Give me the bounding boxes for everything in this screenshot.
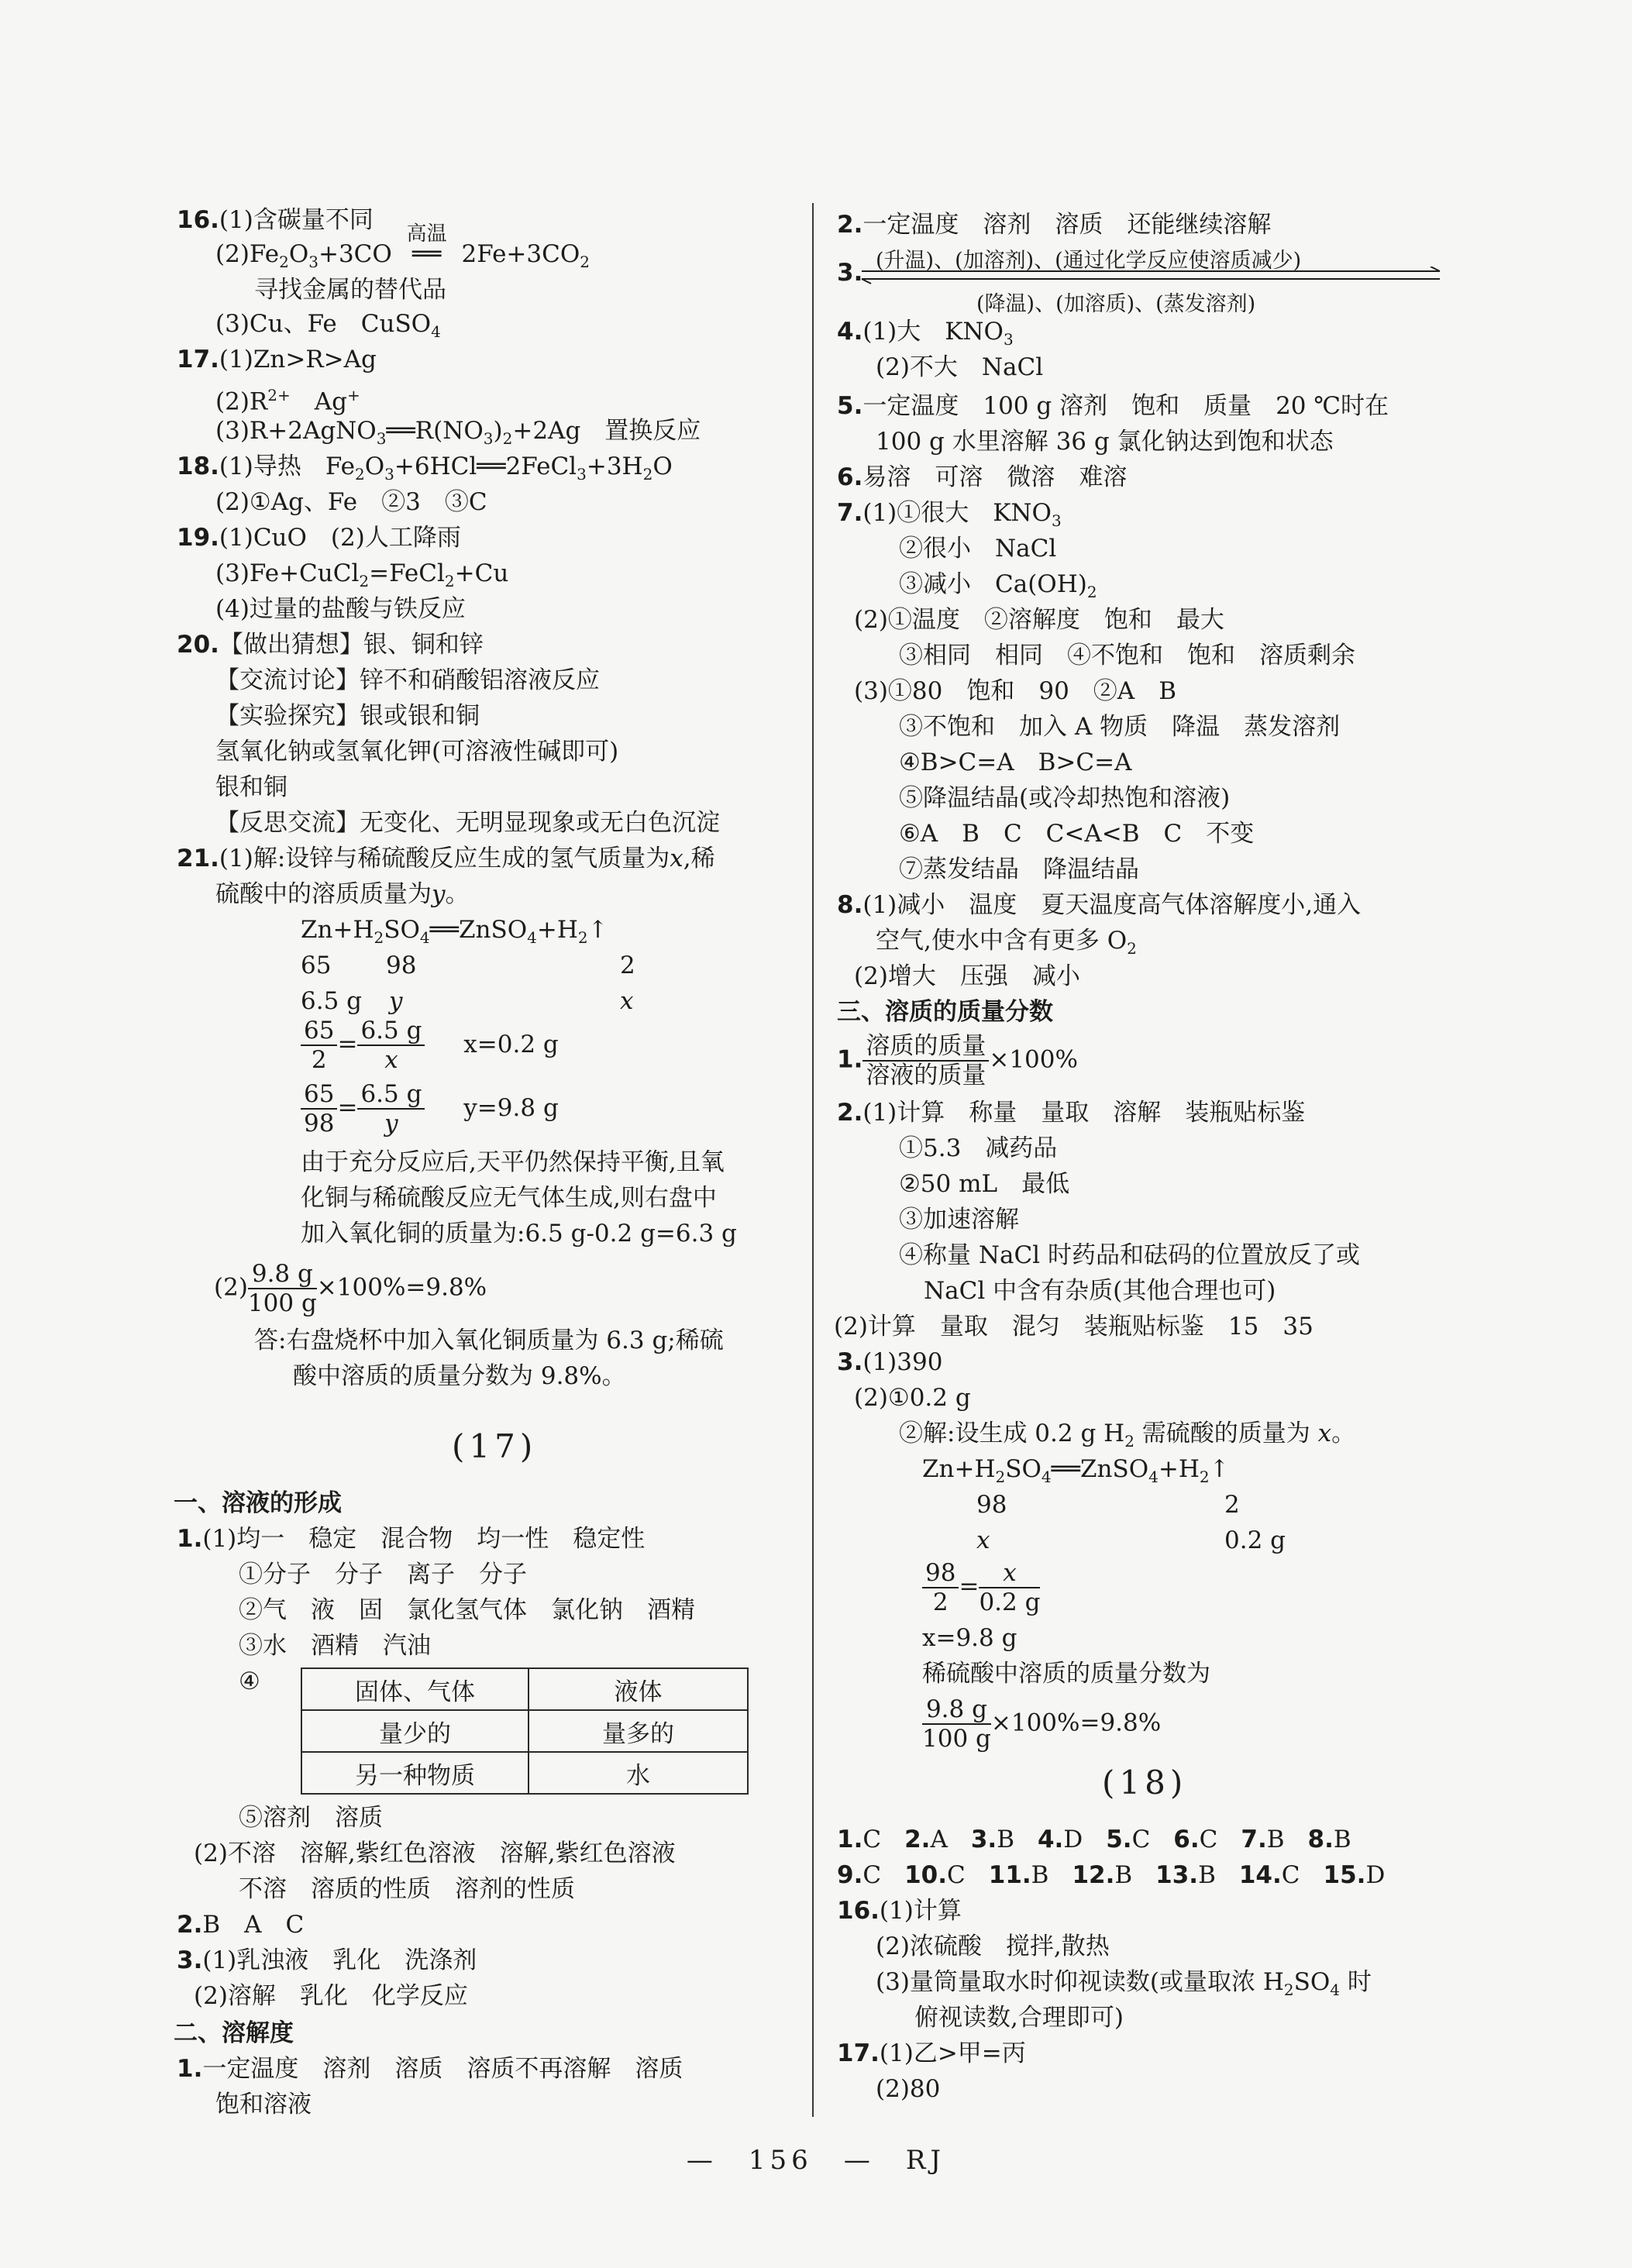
answer-21-text-1: 由于充分反应后,天平仍然保持平衡,且氧: [301, 1148, 725, 1176]
eq-coef-c: 2: [620, 952, 635, 979]
answer-21-conclusion-1: 答:右盘烧杯中加入氧化铜质量为 6.3 g;稀硫: [254, 1327, 724, 1354]
answer-19-4: (4)过量的盐酸与铁反应: [215, 595, 466, 623]
choice-letter: B: [1198, 1861, 1216, 1889]
answer-r2: 2.一定温度 溶剂 溶质 还能继续溶解: [837, 211, 1272, 239]
answer-20-b: 【交流讨论】锌不和硝酸铝溶液反应: [215, 666, 600, 694]
answer-s3-q1: 1. $\frac{\text{溶质的质量}}{\text{溶液的质量}}$ ×100%: [837, 1032, 1078, 1089]
sec17-q1-b: ②气 液 固 氯化氢气体 氯化钠 酒精: [239, 1596, 695, 1624]
sec18-q16-3b: 俯视读数,合理即可): [914, 2004, 1124, 2032]
choice-answer: [1106, 1826, 1150, 1853]
choice-letter: B: [1333, 1826, 1351, 1853]
answer-16: 16.(1)含碳量不同: [177, 206, 374, 234]
answer-21-2: (2) $\frac{9.8 g}{100 g}$ ×100%=9.8%: [214, 1260, 487, 1317]
answer-s3-q2-a: ①5.3 减药品: [899, 1134, 1058, 1162]
sec17-q1-2: (2)不溶 溶解,紫红色溶液 溶解,紫红色溶液: [194, 1840, 676, 1867]
sec17-q2: 2.B A C: [177, 1911, 305, 1939]
table-row: [301, 1668, 748, 1710]
choice-number: 1.: [837, 1826, 863, 1853]
answer-r7-3f: ⑦蒸发结晶 降温结晶: [899, 855, 1139, 883]
choice-number: 6.: [1173, 1826, 1200, 1853]
table-cell: 量少的: [301, 1710, 529, 1752]
answer-r7-b: ②很小 NaCl: [899, 535, 1057, 563]
answer-r7-2: (2)①温度 ②溶解度 饱和 最大: [854, 606, 1224, 634]
answer-r7-3b: ③不饱和 加入 A 物质 降温 蒸发溶剂: [899, 713, 1341, 741]
eq-mass-a: 6.5 g: [301, 987, 362, 1015]
table-row: [301, 1752, 748, 1794]
section-title-17: (17): [452, 1427, 538, 1465]
choice-number: 5.: [1106, 1826, 1132, 1853]
equilibrium-arrows: [860, 243, 1443, 316]
answer-r7-2b: ③相同 相同 ④不饱和 饱和 溶质剩余: [899, 642, 1355, 669]
choice-answers-row-2: [837, 1860, 1408, 1891]
section-title-18: (18): [1102, 1764, 1188, 1802]
equation-zn-2: $Zn+H_2SO_4══ZnSO_4+H_2↑$: [922, 1455, 1230, 1487]
choice-number: 2.: [904, 1826, 931, 1853]
sec17-s2-q1: 1.一定温度 溶剂 溶质 溶质不再溶解 溶质: [177, 2055, 683, 2083]
choice-answers-row-1: [837, 1824, 1375, 1855]
answer-s3-q2-2: (2)计算 量取 混匀 装瓶贴标鉴 15 35: [834, 1313, 1314, 1340]
eq2-mass-b: 0.2 g: [1224, 1526, 1286, 1554]
sec17-q1-a: ①分子 分子 离子 分子: [239, 1561, 527, 1588]
answer-s3-text: 稀硫酸中溶质的质量分数为: [922, 1660, 1210, 1688]
choice-answer: [1308, 1826, 1351, 1853]
answer-r7-3e: ⑥A B C C<A<B C 不变: [899, 820, 1255, 848]
choice-letter: B: [1266, 1826, 1285, 1853]
choice-answer: [971, 1826, 1014, 1853]
choice-letter: C: [1199, 1826, 1218, 1853]
choice-number: 13.: [1155, 1861, 1199, 1889]
choice-letter: B: [997, 1826, 1014, 1853]
eq2-coef-a: 98: [976, 1491, 1007, 1519]
fraction-4: $\frac{9.8 g}{100 g}$ ×100%=9.8%: [922, 1695, 1162, 1753]
sec17-q1-e: ⑤溶剂 溶质: [239, 1804, 383, 1832]
solute-solvent-table: [301, 1667, 749, 1795]
sec17-s2-q1b: 饱和溶液: [215, 2091, 312, 2118]
answer-s3-q2-c: ③加速溶解: [899, 1206, 1019, 1234]
choice-answer: [989, 1861, 1049, 1889]
arrow-top-label: (升温)、(加溶剂)、(通过化学反应使溶质减少): [876, 249, 1302, 273]
answer-19: 19.(1)CuO (2)人工降雨: [177, 524, 461, 552]
choice-number: 9.: [837, 1861, 863, 1889]
answer-s3-q3: 3.(1)390: [837, 1348, 943, 1376]
choice-answer: [837, 1826, 881, 1853]
choice-letter: C: [862, 1861, 882, 1889]
sec18-q16: 16.(1)计算: [837, 1897, 962, 1925]
choice-number: 11.: [988, 1861, 1031, 1889]
choice-number: 14.: [1238, 1861, 1282, 1889]
answer-16-3: (3)Cu、Fe CuSO$_4$: [215, 310, 441, 342]
heading-mass-fraction: 三、溶质的质量分数: [837, 998, 1053, 1026]
equation-zn: $Zn+H_2SO_4══ZnSO_4+H_2↑$: [301, 916, 608, 948]
answer-r7-3c: ④B>C=A B>C=A: [899, 749, 1132, 776]
heading-solubility: 二、溶解度: [174, 2019, 294, 2047]
column-divider: [812, 203, 814, 2117]
answer-r3: 3.: [837, 259, 863, 287]
choice-answer: [1038, 1826, 1083, 1853]
choice-letter: B: [1114, 1861, 1133, 1889]
answer-16-2: $(2)Fe_2O_3+3CO$ 高温 ══ $2Fe+3CO_2$: [215, 222, 590, 272]
choice-number: 8.: [1307, 1826, 1334, 1853]
choice-answer: [904, 1861, 966, 1889]
choice-answer: [1072, 1861, 1132, 1889]
choice-answer: [1241, 1826, 1284, 1853]
answer-s3-q2-d: ④称量 NaCl 时药品和砝码的位置放反了或: [899, 1241, 1360, 1269]
choice-letter: A: [930, 1826, 948, 1853]
choice-letter: C: [947, 1861, 966, 1889]
choice-answer: [1155, 1861, 1216, 1889]
sec17-q1-2b: 不溶 溶质的性质 溶剂的性质: [239, 1875, 575, 1903]
answer-s3-result: x=9.8 g: [922, 1624, 1017, 1652]
answer-20-f: 【反思交流】无变化、无明显现象或无白色沉淀: [215, 809, 720, 837]
eq2-mass-a: x: [976, 1526, 990, 1554]
eq2-coef-b: 2: [1224, 1491, 1240, 1519]
eq-mass-c: x: [620, 987, 634, 1015]
fraction-1: $\frac{65}{2}$ = $\frac{6.5 g}{x}$ x=0.2 g: [301, 1017, 559, 1074]
sec17-q1-c: ③水 酒精 汽油: [239, 1632, 431, 1660]
answer-r8: 8.(1)减小 温度 夏天温度高气体溶解度小,通入: [837, 891, 1362, 919]
sec17-q3: 3.(1)乳浊液 乳化 洗涤剂: [177, 1946, 477, 1974]
answer-21-b: 硫酸中的溶质质量为y。: [215, 880, 470, 908]
choice-letter: C: [862, 1826, 882, 1853]
answer-r5-b: 100 g 水里溶解 36 g 氯化钠达到饱和状态: [876, 428, 1334, 456]
choice-letter: C: [1281, 1861, 1300, 1889]
answer-r7-3d: ⑤降温结晶(或冷却热饱和溶液): [899, 784, 1231, 812]
choice-answer: [1324, 1861, 1386, 1889]
answer-s3-q3-2: (2)①0.2 g: [854, 1384, 971, 1412]
answer-21: 21.(1)解:设锌与稀硫酸反应生成的氢气质量为x,稀: [177, 845, 715, 872]
answer-17-3: $(3)R+2AgNO_3══R(NO_3)_2+2Ag$ 置换反应: [215, 417, 701, 449]
answer-r6: 6.易溶 可溶 微溶 难溶: [837, 463, 1128, 491]
answer-20-c: 【实验探究】银或银和铜: [215, 702, 480, 730]
sec17-q1-d: ④: [239, 1667, 260, 1695]
table-cell: 量多的: [529, 1710, 748, 1752]
choice-answer: [1173, 1826, 1217, 1853]
fraction-3: $\frac{98}{2}$ = $\frac{x}{0.2 g}$: [922, 1559, 1040, 1616]
answer-19-3: (3)Fe+CuCl$_2$=FeCl$_2$+Cu: [215, 559, 509, 591]
choice-number: 10.: [904, 1861, 948, 1889]
edition-code: RJ: [905, 2145, 946, 2176]
answer-r8-b: 空气,使水中含有更多 $O_2$: [876, 927, 1137, 958]
page-footer: — 156 — RJ: [686, 2145, 946, 2176]
choice-number: 12.: [1072, 1861, 1115, 1889]
answer-21-text-2: 化铜与稀硫酸反应无气体生成,则右盘中: [301, 1184, 717, 1212]
choice-letter: D: [1365, 1861, 1386, 1889]
choice-answer: [837, 1861, 881, 1889]
choice-number: 4.: [1037, 1826, 1064, 1853]
sec18-q17: 17.(1)乙>甲=丙: [837, 2039, 1026, 2067]
eq-mass-b: y: [389, 987, 403, 1015]
table-cell: 液体: [529, 1668, 748, 1710]
choice-answer: [904, 1826, 948, 1853]
answer-16-2b: 寻找金属的替代品: [254, 276, 446, 304]
table-cell: 固体、气体: [301, 1668, 529, 1710]
answer-17: 17.(1)Zn>R>Ag: [177, 346, 377, 373]
sec17-q3-2: (2)溶解 乳化 化学反应: [194, 1982, 468, 2010]
answer-18-2: (2)①Ag、Fe ②3 ③C: [215, 488, 487, 516]
answer-r7-c: ③减小 $Ca(OH)_2$: [899, 570, 1097, 602]
answer-s3-q2-b: ②50 mL 最低: [899, 1170, 1070, 1198]
heading-solution-formation: 一、溶液的形成: [174, 1489, 342, 1517]
answer-s3-q3-2b: ②解:设生成 0.2 g $H_2$ 需硫酸的质量为 x。: [899, 1420, 1356, 1451]
sec17-q1: 1.(1)均一 稳定 混合物 均一性 稳定性: [177, 1525, 646, 1553]
arrow-bottom-label: (降温)、(加溶质)、(蒸发溶剂): [976, 292, 1256, 316]
answer-r4-2: (2)不大 NaCl: [876, 353, 1044, 381]
answer-r7-3: (3)①80 饱和 90 ②A B: [854, 677, 1176, 705]
answer-21-conclusion-2: 酸中溶质的质量分数为 9.8%。: [293, 1362, 626, 1390]
sec18-q16-3: (3)量筒量取水时仰视读数(或量取浓 $H_2SO_4$ 时: [876, 1968, 1372, 2000]
choice-number: 7.: [1241, 1826, 1267, 1853]
answer-r4: 4.(1)大 $KNO_3$: [837, 318, 1014, 349]
answer-r5: 5.一定温度 100 g 溶剂 饱和 质量 20 ℃时在: [837, 392, 1389, 420]
table-cell: 水: [529, 1752, 748, 1794]
fraction-2: $\frac{65}{98}$ = $\frac{6.5 g}{y}$ y=9.8 g: [301, 1080, 559, 1137]
table-cell: 另一种物质: [301, 1752, 529, 1794]
answer-20-d: 氢氧化钠或氢氧化钾(可溶液性碱即可): [215, 738, 619, 766]
choice-letter: C: [1131, 1826, 1151, 1853]
double-arrow-icon: [860, 267, 1443, 285]
choice-letter: B: [1031, 1861, 1049, 1889]
sec18-q17-2: (2)80: [876, 2075, 941, 2103]
choice-number: 3.: [970, 1826, 997, 1853]
answer-r7: 7.(1)①很大 $KNO_3$: [837, 499, 1062, 531]
eq-coef-b: 98: [386, 952, 417, 979]
answer-r8-2: (2)增大 压强 减小: [854, 962, 1080, 990]
answer-20: 20.【做出猜想】银、铜和锌: [177, 631, 484, 659]
choice-number: 15.: [1323, 1861, 1366, 1889]
choice-answer: [1239, 1861, 1300, 1889]
choice-letter: D: [1063, 1826, 1083, 1853]
eq-coef-a: 65: [301, 952, 332, 979]
answer-18: 18.(1)导热 $Fe_2O_3+6HCl══2FeCl_3+3H_2O$: [177, 453, 673, 484]
answer-s3-q2: 2.(1)计算 称量 量取 溶解 装瓶贴标鉴: [837, 1099, 1306, 1127]
page-number: 156: [748, 2145, 813, 2176]
table-row: [301, 1710, 748, 1752]
answer-20-e: 银和铜: [215, 773, 287, 801]
answer-s3-q2-e: NaCl 中含有杂质(其他合理也可): [924, 1277, 1276, 1305]
answer-21-text-3: 加入氧化铜的质量为:6.5 g-0.2 g=6.3 g: [301, 1220, 737, 1248]
answer-17-2: $(2)R^{2+}$ Ag+: [215, 386, 360, 416]
sec18-q16-2: (2)浓硫酸 搅拌,散热: [876, 1932, 1110, 1960]
